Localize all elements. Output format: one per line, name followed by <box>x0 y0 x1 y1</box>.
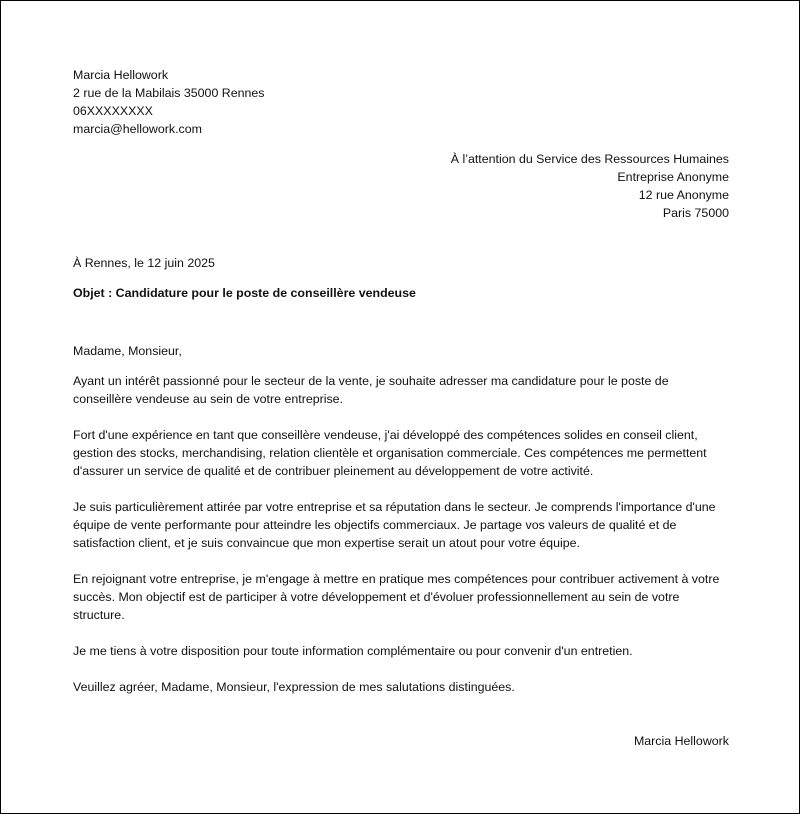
body-paragraph: Je me tiens à votre disposition pour toute information complémentaire ou pour convenir d'un entretien. <box>73 644 633 658</box>
sender-name: Marcia Hellowork <box>73 68 169 82</box>
sender-address: 2 rue de la Mabilais 35000 Rennes <box>73 86 265 100</box>
letter-signature: Marcia Hellowork <box>633 734 729 748</box>
sender-phone: 06XXXXXXXX <box>73 104 153 118</box>
recipient-street: 12 rue Anonyme <box>638 188 729 202</box>
sender-email: marcia@hellowork.com <box>73 122 202 136</box>
body-paragraph: En rejoignant votre entreprise, je m'engage à mettre en pratique mes compétences pour contribuer activement à votre succès. Mon objectif est de participer à votre développement et d'évoluer professionnellement au sein de votre structure. <box>73 572 720 622</box>
recipient-company: Entreprise Anonyme <box>617 170 729 184</box>
letter-closing: Veuillez agréer, Madame, Monsieur, l'expression de mes salutations distinguées. <box>73 680 515 694</box>
letter-subject: Objet : Candidature pour le poste de conseillère vendeuse <box>73 286 416 300</box>
body-paragraph: Fort d'une expérience en tant que conseillère vendeuse, j'ai développé des compétences solides en conseil client, gestion des stocks, merchandising, relation clientèle et organisation commerciale. Ces compétences me permettent d'assurer un service de qualité et de contribuer pleinement au développement de votre activité. <box>73 428 707 478</box>
recipient-attention: À l’attention du Service des Ressources Humaines <box>450 152 729 166</box>
recipient-city: Paris 75000 <box>662 206 729 220</box>
sender-block <box>73 66 729 138</box>
letter-salutation: Madame, Monsieur, <box>73 344 182 358</box>
body-paragraph: Ayant un intérêt passionné pour le secteur de la vente, je souhaite adresser ma candidature pour le poste de conseillère vendeuse au sein de votre entreprise. <box>73 374 669 406</box>
recipient-block <box>73 150 729 222</box>
letter-date: À Rennes, le 12 juin 2025 <box>73 256 215 270</box>
body-paragraph: Je suis particulièrement attirée par votre entreprise et sa réputation dans le secteur. Je comprends l'importance d'une équipe de vente performante pour atteindre les objectifs commerciaux. Je partage vos valeurs de qualité et de satisfaction client, et je suis convaincue que mon expertise serait un atout pour votre équipe. <box>73 500 716 550</box>
